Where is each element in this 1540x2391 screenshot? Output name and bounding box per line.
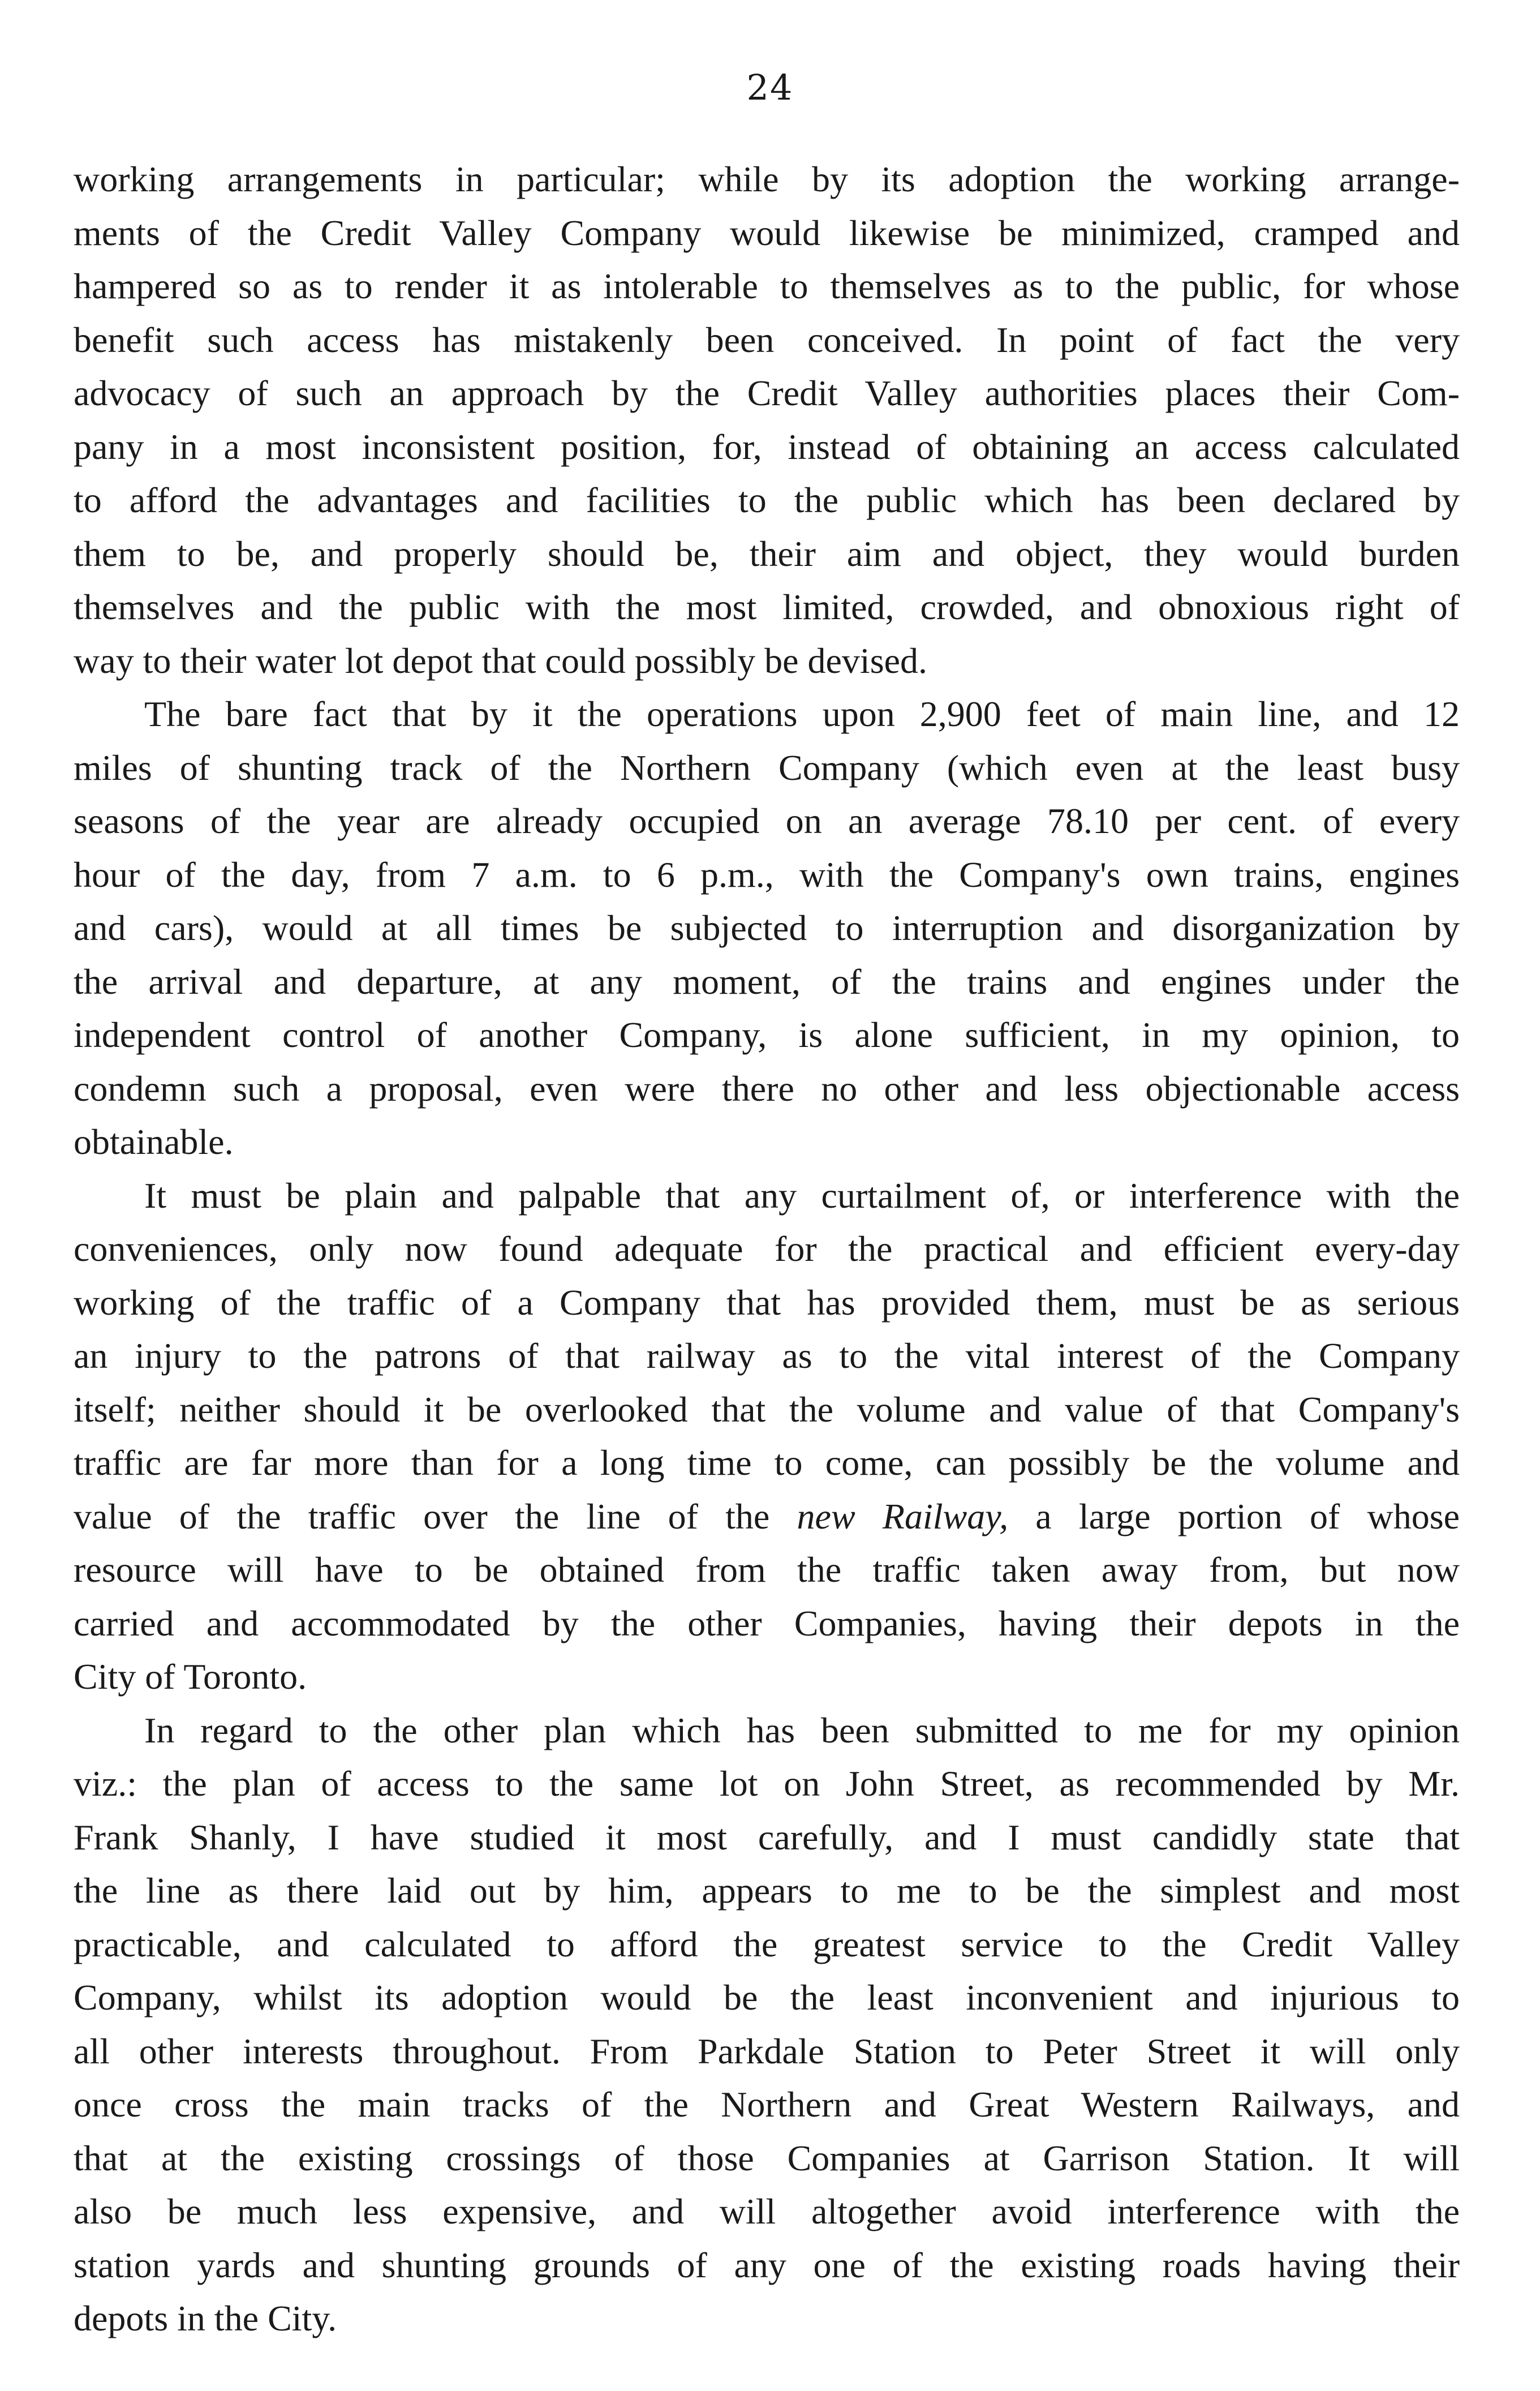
text-line: hampered so as to render it as intolerable to themselves as to the public, for whose bbox=[74, 266, 1460, 306]
text-line: pany in a most inconsistent position, for, instead of obtaining an access calculated bbox=[74, 426, 1460, 467]
text-line: and cars), would at all times be subjected to interruption and disorganization by bbox=[74, 908, 1460, 948]
text-line: also be much less expensive, and will altogether avoid interference with the bbox=[74, 2191, 1460, 2231]
text-line: way to their water lot depot that could possibly be devised. bbox=[74, 640, 927, 681]
text-line: Company, whilst its adoption would be the least inconvenient and injurious to bbox=[74, 1977, 1460, 2017]
text-line: It must be plain and palpable that any curtailment of, or interference with the bbox=[144, 1175, 1460, 1216]
paragraph-3 bbox=[74, 1169, 1460, 1704]
text-line: condemn such a proposal, even were there no other and less objectionable access bbox=[74, 1068, 1460, 1109]
text-line: resource will have to be obtained from the traffic taken away from, but now bbox=[74, 1549, 1460, 1590]
text-line-with-italic bbox=[74, 1490, 1460, 1544]
text-line: depots in the City. bbox=[74, 2298, 337, 2338]
paragraph-1 bbox=[74, 153, 1460, 688]
text-line: carried and accommodated by the other Companies, having their depots in the bbox=[74, 1603, 1460, 1643]
text-line: benefit such access has mistakenly been conceived. In point of fact the very bbox=[74, 319, 1460, 360]
text-line: all other interests throughout. From Parkdale Station to Peter Street it will only bbox=[74, 2031, 1460, 2071]
text-line: miles of shunting track of the Northern Company (which even at the least busy bbox=[74, 747, 1460, 788]
text-line: practicable, and calculated to afford the greatest service to the Credit Valley bbox=[74, 1924, 1460, 1964]
text-line: obtainable. bbox=[74, 1122, 234, 1162]
text-line: viz.: the plan of access to the same lot on John Street, as recommended by Mr. bbox=[74, 1763, 1460, 1804]
page-number: 24 bbox=[746, 67, 794, 108]
text-line: working arrangements in particular; while by its adoption the working arrange- bbox=[74, 159, 1460, 199]
text-line: seasons of the year are already occupied on an average 78.10 per cent. of every bbox=[74, 801, 1460, 841]
text-line: them to be, and properly should be, their aim and object, they would burden bbox=[74, 533, 1460, 574]
text-line: conveniences, only now found adequate for the practical and efficient every-day bbox=[74, 1229, 1460, 1269]
text-line: traffic are far more than for a long time to come, can possibly be the volume and bbox=[74, 1443, 1460, 1483]
text-line: In regard to the other plan which has been submitted to me for my opinion bbox=[144, 1710, 1460, 1750]
text-line: advocacy of such an approach by the Credit Valley authorities places their Com- bbox=[74, 373, 1460, 413]
text-line: to afford the advantages and facilities to the public which has been declared by bbox=[74, 480, 1460, 520]
text-line: once cross the main tracks of the Northern and Great Western Railways, and bbox=[74, 2084, 1460, 2124]
text-line: Frank Shanly, I have studied it most carefully, and I must candidly state that bbox=[74, 1817, 1460, 1857]
paragraph-2 bbox=[74, 688, 1460, 1169]
body-text bbox=[74, 153, 1460, 2346]
paragraph-4 bbox=[74, 1704, 1460, 2346]
text-line: station yards and shunting grounds of any one of the existing roads having their bbox=[74, 2244, 1460, 2285]
text-line: an injury to the patrons of that railway as to the vital interest of the Company bbox=[74, 1336, 1460, 1376]
text-line: The bare fact that by it the operations upon 2,900 feet of main line, and 12 bbox=[144, 694, 1460, 734]
text-line: hour of the day, from 7 a.m. to 6 p.m., with the Company's own trains, engines bbox=[74, 854, 1460, 895]
text-line: themselves and the public with the most limited, crowded, and obnoxious right of bbox=[74, 587, 1460, 627]
text-line: that at the existing crossings of those Companies at Garrison Station. It will bbox=[74, 2137, 1460, 2178]
text-segment: value of the traffic over the line of the bbox=[74, 1496, 797, 1536]
text-line: the arrival and departure, at any moment, of the trains and engines under the bbox=[74, 961, 1460, 1002]
text-line: working of the traffic of a Company that has provided them, must be as serious bbox=[74, 1282, 1460, 1323]
text-line: ments of the Credit Valley Company would likewise be minimized, cramped and bbox=[74, 212, 1460, 253]
italic-railway-name: new Railway, bbox=[797, 1496, 1009, 1536]
text-line: the line as there laid out by him, appears to me to be the simplest and most bbox=[74, 1870, 1460, 1911]
text-line: City of Toronto. bbox=[74, 1656, 307, 1697]
text-line: independent control of another Company, is alone sufficient, in my opinion, to bbox=[74, 1015, 1460, 1055]
text-segment: a large portion of whose bbox=[1008, 1496, 1460, 1536]
text-line: itself; neither should it be overlooked that the volume and value of that Company's bbox=[74, 1389, 1460, 1430]
